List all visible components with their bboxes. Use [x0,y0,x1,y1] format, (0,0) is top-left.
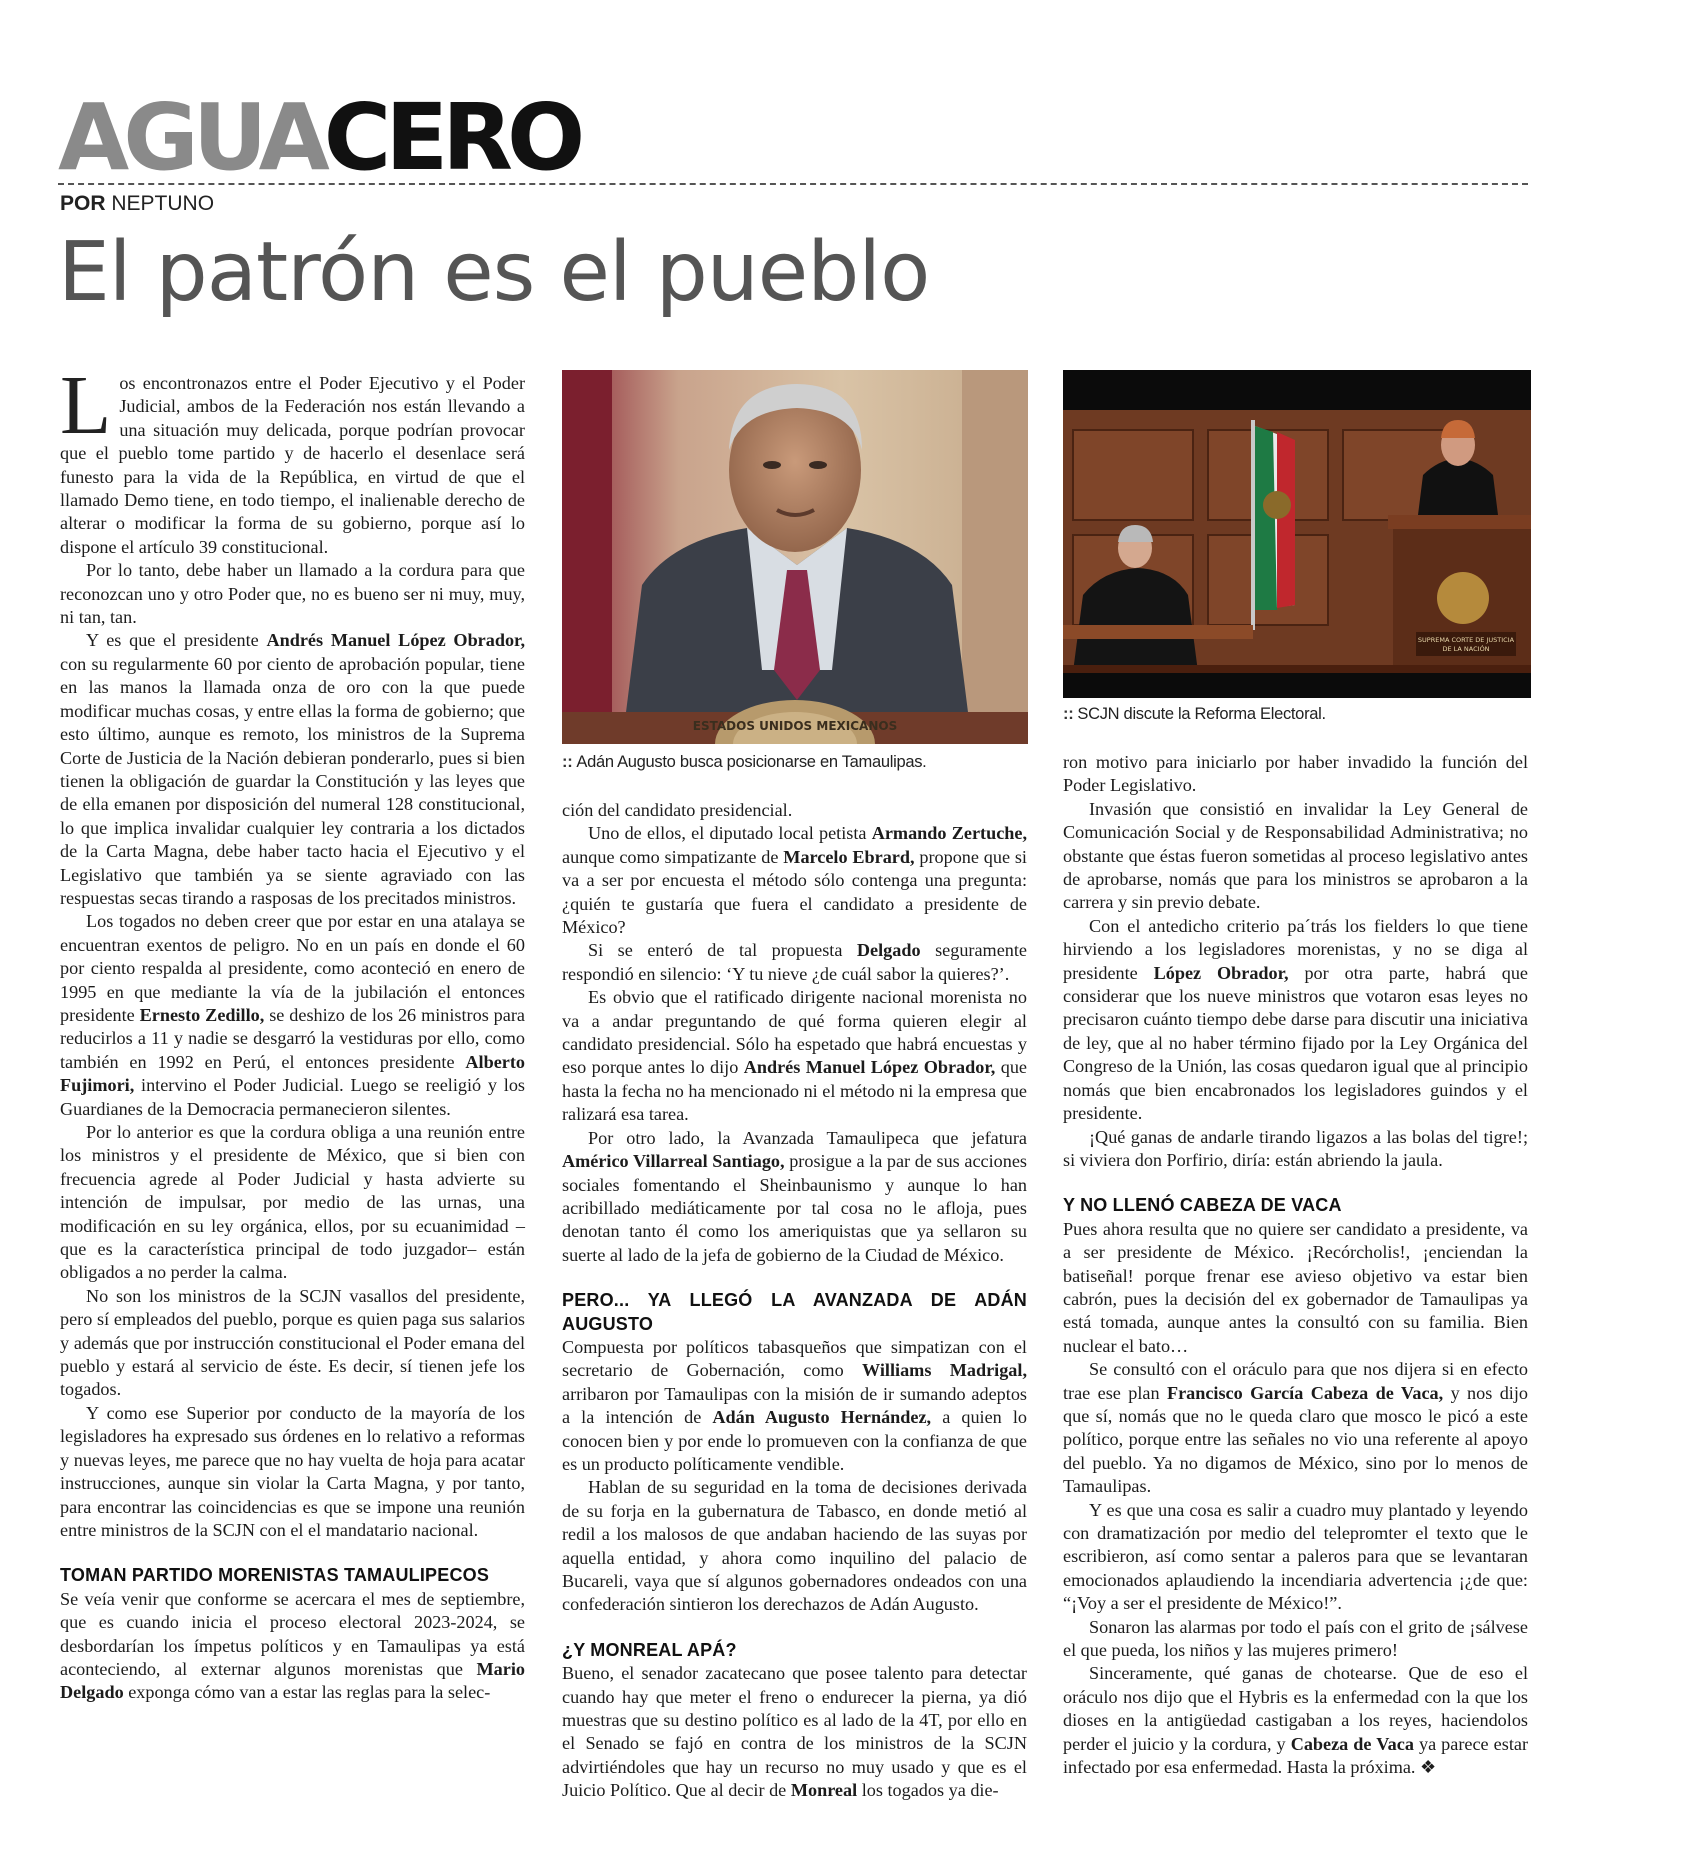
paragraph [562,986,1027,1126]
paragraph-text: seguramente respondió en silencio: ‘Y tu nieve ¿de cuál sabor la quieres?’. [562,940,1027,984]
paragraph-text: por otra parte, habrá que considerar que los nueve ministros que votaron esas leyes no precisaron cuánto tiempo debe darse para discutir una iniciativa de ley, que al no haber término fijado por la Ley Orgánica del Congreso de la Unión, las cosas quedaron igual que al principio nomás que bien encabronados los legisladores guindos y el presidente. [1063,962,1528,1124]
paragraph-text: Se consultó con el oráculo para que nos dijera si en efecto trae ese plan [1063,1359,1528,1403]
paragraph: Por lo tanto, debe haber un llamado a la cordura para que reconozcan uno y otro Poder que, no es bueno ser ni muy, muy, ni tan, tan. [60,560,525,628]
paragraph [1063,1662,1528,1779]
person-name: Marcelo Ebrard, [783,846,915,867]
dashed-rule [58,183,1528,185]
paragraph-text: Los togados no deben creer que por estar en una atalaya se encuentran exentos de peligro. No en un país en donde el 60 por ciento respalda al presidente, como aconteció en enero de 1995 en que mediante la vía de la jubilación el entonces presidente [60,911,525,1025]
paragraph-text: Con el antedicho criterio pa´trás los fielders lo que tiene hirviendo a los legisladores morenistas, y no se diga al presidente [1063,915,1528,983]
paragraph: Sonaron las alarmas por todo el país con el grito de ¡sálvese el que pueda, los niños y las mujeres primero! [1063,1616,1528,1661]
paragraph-text: os encontronazos entre el Poder Ejecutivo y el Poder Judicial, ambos de la Federación nos están llevando a una situación muy delicada, porque podrían provocar que el pueblo tome partido y de hacerlo el desenlace será funesto para la vida de la República, en virtud de que el llamado Demo tiene, en todo tiempo, el inalienable derecho de alterar o modificar la forma de su gobierno, porque así lo dispone el artículo 39 constitucional. [60,373,525,557]
paragraph-text: Uno de ellos, el diputado local petista [588,823,872,844]
paragraph [562,822,1027,939]
end-mark-icon: ❖ [1420,1757,1437,1778]
person-name: Andrés Manuel López Obrador, [266,630,526,651]
court-sign-line1: SUPREMA CORTE DE JUSTICIA [1417,636,1515,644]
paragraph [1063,1358,1528,1498]
person-name: Mario Delgado [60,1658,525,1703]
caption-text-2: SCJN discute la Reforma Electoral. [1077,705,1326,723]
photo-adan-augusto [562,370,1028,744]
page-title: El patrón es el pueblo [58,225,930,320]
masthead-agua: AGUA [58,84,324,191]
person-name: Andrés Manuel López Obrador, [743,1057,996,1078]
paragraph-text: Es obvio que el ratificado dirigente nacional morenista no va a andar preguntando de qué forma quieren elegir al candidato presidencial. Sólo ha espetado que habrá encuestas y eso porque antes lo dijo [562,987,1027,1078]
person-name: Cabeza de Vaca [1290,1733,1414,1754]
paragraph-text: Y es que el presidente [86,630,267,651]
paragraph [60,910,525,1121]
paragraph-text: Se veía venir que conforme se acercara el mes de septiembre, que es cuando inicia el proceso electoral 2023-2024, se desbordarían los ímpetus políticos y en Tamaulipas ya está aconteciendo, al externar algunos morenistas que [60,1588,525,1679]
article-column-3 [1063,751,1528,1779]
masthead [58,84,580,192]
paragraph [562,1127,1027,1267]
paragraph-text: prosigue a la par de sus acciones sociales fomentando el Sheinbaunismo y aunque lo han acribillado mediáticamente por tal cosa no le afloja, pues denotan tanto él como los ameriquistas que ya sellaron su suerte al lado de la jefa de gobierno de la Ciudad de México. [562,1151,1027,1265]
paragraph-text: arribaron por Tamaulipas con la misión de ir sumando adeptos a la intención de [562,1383,1027,1428]
masthead-cero: CERO [323,84,580,191]
person-name: Alberto Fujimori, [60,1051,525,1096]
paragraph [1063,915,1528,1126]
person-name: Delgado [856,940,921,961]
person-name: Francisco García Cabeza de Vaca, [1166,1382,1444,1403]
paragraph-text: que hasta la fecha no ha mencionado ni el método ni la empresa que ralizará esa tarea. [562,1057,1028,1125]
paragraph-text: y nos dijo que sí, nomás que no le queda claro que mosco le picó a este político, porque entre las señales no vio una referente al apoyo del pueblo. Ya no digamos de México, sino por lo menos de Tamaulipas. [1063,1382,1528,1497]
paragraph: ¡Qué ganas de andarle tirando ligazos a las bolas del tigre!; si viviera don Porfirio, diría: están abriendo la jaula. [1063,1126,1528,1170]
article-column-2 [562,799,1027,1803]
paragraph-text: Si se enteró de tal propuesta [588,940,857,961]
article-column-1 [60,359,526,1705]
person-name: Monreal [790,1780,858,1801]
drop-cap: L [60,359,112,452]
byline-author: NEPTUNO [111,192,215,215]
podium-text: ESTADOS UNIDOS MEXICANOS [692,719,898,733]
photo-scjn [1063,370,1531,698]
paragraph-text: con su regularmente 60 por ciento de aprobación popular, tiene en las manos la llamada onza de oro con la que puede modificar muchas cosas, y entre ellas la forma de gobierno; que esto último, aunque es remoto, los ministros de la Suprema Corte de Justicia de la Nación debieran ponderarlo, pues si bien tienen la obligación de guardar la Constitución y las leyes que de ella emanen por disposición del numeral 128 constitucional, lo que implica invalidar cualquier ley contraria a los dictados de la Carta Magna, debe haber tacto hacia el Ejecutivo y el Legislativo que también ya se siente agraviado con las respuestas secas tirando a rasposas de los precitados ministros. [60,653,525,908]
caption-text-1: Adán Augusto busca posicionarse en Tamaulipas. [576,753,927,771]
paragraph [562,1336,1027,1476]
paragraph: Y como ese Superior por conducto de la mayoría de los legisladores ha expresado sus órdenes en lo relativo a reformas y nuevas leyes, me parece que no hay vuelta de hoja para acatar instrucciones, aunque sin violar la Carta Magna, y por tanto, para encontrar las coincidencias es que se impone una reunión entre ministros de la SCJN con el el mandatario nacional. [60,1402,525,1540]
person-name: Armando Zertuche, [871,823,1027,844]
paragraph [60,629,525,910]
person-name: López Obrador, [1153,962,1289,983]
photo-caption-2 [1063,705,1326,724]
portrait-illustration [562,370,1028,744]
caption-mark-1: :: [562,753,573,771]
paragraph-text: ya parece estar infectado por esa enfermedad. Hasta la próxima. [1063,1733,1528,1778]
section-heading: Y NO LLENÓ CABEZA DE VACA [1063,1195,1342,1216]
section-heading: ¿Y MONREAL APÁ? [562,1639,737,1660]
paragraph-text: Compuesta por políticos tabasqueños que simpatizan con el secretario de Gobernación, como [562,1336,1027,1381]
paragraph: Hablan de su seguridad en la toma de decisiones derivada de su forja en la gubernatura de Tabasco, en donde metió al redil a los malosos de que andaban haciendo de las suyas por aquella entidad, y ahora como inquilino del palacio de Bucareli, vaya que sí algunos gobernadores ondeados con una confederación sintieron los derechazos de Adán Augusto. [562,1477,1027,1615]
paragraph: No son los ministros de la SCJN vasallos del presidente, pero sí empleados del pueblo, porque es quien paga sus salarios y además que por instrucción constitucional el Poder emana del pueblo y estará al servicio de éste. Es decir, sí tienen jefe los togados. [60,1285,525,1400]
paragraph [562,939,1027,986]
section-heading: TOMAN PARTIDO MORENISTAS TAMAULIPECOS [60,1565,490,1586]
paragraph [60,1588,525,1705]
court-sign-line2: DE LA NACIÓN [1442,645,1490,653]
paragraph: ción del candidato presidencial. [562,800,793,820]
paragraph: Invasión que consistió en invalidar la Ley General de Comunicación Social y de Responsabilidad Administrativa; no obstante que éstas fueron sometidas al proceso legislativo antes de aprobarse, nomás que para los ministros se aprobaron a la carrera y sin previo debate. [1063,798,1528,913]
paragraph [562,1662,1027,1802]
paragraph-text: se deshizo de los 26 ministros para reducirlos a 11 y nadie se desgarró la vestiduras por ello, como también en 1992 en Perú, el entonces presidente [60,1004,525,1072]
person-name: Ernesto Zedillo, [139,1004,265,1025]
paragraph: ron motivo para iniciarlo por haber invadido la función del Poder Legislativo. [1063,752,1528,796]
byline-prefix: POR [60,192,106,215]
paragraph-text: los togados ya die- [857,1780,999,1801]
paragraph-text: exponga cómo van a estar las reglas para la selec- [123,1682,491,1703]
person-name: Williams Madrigal, [862,1360,1027,1381]
paragraph-text: Sinceramente, qué ganas de chotearse. Que de eso el oráculo nos dijo que el Hybris es la enfermedad con la que los dioses en la antigüedad castigaban a los reyes, haciendolos perder el juicio y la cordura, y [1063,1663,1528,1754]
byline [60,192,214,216]
photo-caption-1 [562,753,926,772]
section-heading: PERO... YA LLEGÓ LA AVANZADA DE ADÁN AUGUSTO [562,1290,1027,1334]
court-illustration [1063,370,1531,698]
person-name: Américo Villarreal Santiago, [562,1151,785,1172]
paragraph: Y es que una cosa es salir a cuadro muy plantado y leyendo con dramatización por medio del telepromter el texto que le escribieron, así como sentar a paleros para que se levantaran emocionados aplaudiendo la incendiaria advertencia ¡¿de que: “¡Voy a ser el presidente de México!”. [1063,1499,1528,1614]
paragraph-text: intervino el Poder Judicial. Luego se reeligió y los Guardianes de la Democracia permanecieron silentes. [60,1075,525,1119]
paragraph: Por lo anterior es que la cordura obliga a una reunión entre los ministros y el presidente de México, que si bien con frecuencia agrede al Poder Judicial y hasta advierte su intención de impulsar, por medio de las urnas, una modificación en su ley orgánica, ellos, por su ecuanimidad –que es la característica principal de todo juzgador– están obligados a no perder la calma. [60,1122,525,1283]
paragraph-text: aunque como simpatizante de [562,846,784,867]
paragraph-text: Bueno, el senador zacatecano que posee talento para detectar cuando hay que meter el freno o endurecer la pierna, ya dió muestras que su destino político es al lado de la 4T, por ello en el Senado se fajó en contra de los ministros de la SCJN advirtiéndoles que hay un recurso no muy usado y que es el Juicio Político. Que al decir de [562,1663,1027,1801]
paragraph-text: propone que si va a ser por encuesta el método sólo contenga una pregunta: ¿quién te gustaría que fuera el candidato a presidente de México? [562,846,1027,938]
person-name: Adán Augusto Hernández, [712,1407,932,1428]
paragraph [60,359,525,559]
paragraph: Pues ahora resulta que no quiere ser candidato a presidente, va a ser presidente de México. ¡Recórcholis!, ¡enciendan la batiseñal! porque frenar ese avieso objetivo va estar bien cabrón, pues la decisión del ex gobernador de Tamaulipas ya está tomada, aunque antes la consultó con su familia. Bien nuclear el bato… [1063,1218,1528,1356]
paragraph-text: Por otro lado, la Avanzada Tamaulipeca que jefatura [588,1127,1027,1148]
paragraph-text: a quien lo conocen bien y por ende lo promueven con la confianza de que es un producto políticamente vendible. [562,1407,1027,1474]
caption-mark-2: :: [1063,705,1074,723]
